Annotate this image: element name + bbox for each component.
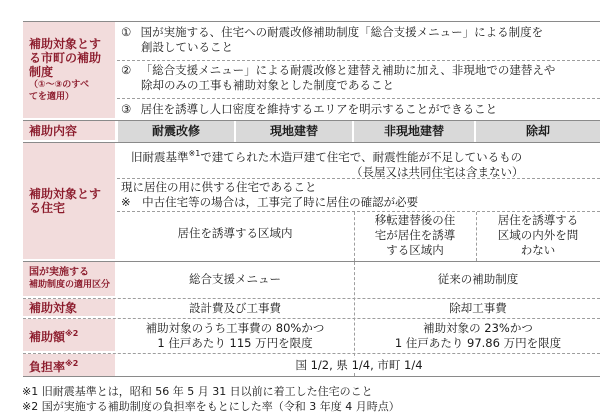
header-col-demolition: 除却 [476,121,600,142]
condition-number: ② [121,63,132,77]
house-text: 宅が居住を誘導 [374,228,456,242]
condition-text: 居住を誘導し人口密度を維持するエリアを明示することができること [140,102,498,116]
house-area-any [478,213,598,258]
header-col-offsite-rebuild: 非現地建替 [354,121,474,142]
target-house-label [23,143,115,261]
house-text: で建てられた木造戸建て住宅で、耐震性能が不足しているもの [200,149,523,164]
house-text: ※ 中古住宅等の場合は，工事完了時に居住の確認が必要 [121,195,419,209]
footnotes [22,384,600,414]
house-area-offsite [356,213,474,258]
condition-text: 除却のみの工事も補助対象とした制度であること [141,78,394,92]
condition-2 [121,63,591,93]
subsidy-amount-label [23,319,115,353]
label-line: 制度 [29,65,54,79]
house-text: する区域内 [386,243,444,257]
house-text: わない [520,243,556,257]
header-col-retrofit: 耐震改修 [118,121,234,142]
condition-text: 創設していること [141,40,233,54]
house-text: 現に居住の用に供する住宅であること [121,180,317,194]
table-bottom-border [23,376,600,377]
footnote-mark: ※2 [65,328,79,338]
divider [117,211,600,212]
footnote: ※1 旧耐震基準とは，昭和 56 年 5 月 31 日以前に着工した住宅のこと [22,385,373,398]
house-condition-1 [121,146,597,180]
label-line: 補助制度の適用区分 [29,280,111,290]
subsidy-amount-left [118,321,352,351]
condition-number: ① [121,25,132,39]
amount-text: 補助対象のうち工事費の 80%かつ [145,321,325,335]
house-text: 居住を誘導する [497,213,579,227]
condition-1 [121,25,591,55]
burden-rate-value: 国 1/2, 県 1/4, 市町 1/4 [118,358,600,373]
header-label-text: 補助内容 [29,123,78,138]
footnote: ※2 国が実施する補助制度の負担率をもとにした率（令和 3 年度 4 月時点） [22,400,400,413]
house-text: （長屋又は共同住宅は含まない） [351,164,524,179]
condition-number: ③ [121,102,132,116]
header-label [23,121,115,142]
condition-3 [121,102,591,117]
divider [117,98,600,99]
subsidy-target-label [23,299,115,318]
label-line: 補助対象とす [29,37,102,51]
amount-text: 1 住戸あたり 97.86 万円を限度 [394,336,562,350]
label-line: る市町の補助 [29,51,102,65]
label-line: 国が実施する [29,267,89,278]
amount-text: 1 住戸あたり 115 万円を限度 [157,336,313,350]
label-subline: （①～③のすべ [29,80,90,90]
scheme-comprehensive: 総合支援メニュー [189,272,281,286]
label-subline: てを適用） [29,92,75,102]
divider [117,60,600,61]
footnote-mark: ※1 [188,149,201,158]
burden-rate-label [23,354,115,376]
subsidy-amount-right [356,321,600,351]
label-line: 補助対象とす [29,187,102,201]
condition-text: 「総合支援メニュー」による耐震改修と建替え補助に加え、非現地での建替えや [140,63,556,77]
footnote-mark: ※2 [65,358,79,368]
divider [476,212,477,261]
subsidy-target-left: 設計費及び工事費 [189,301,281,315]
house-condition-2 [121,180,597,210]
divider [117,178,600,179]
condition-text: 国が実施する、住宅への耐震改修補助制度「総合支援メニュー」による制度を [140,25,544,39]
label-line: 負担率 [29,359,66,374]
house-text: 旧耐震基準 [131,149,189,164]
divider [354,212,355,261]
label-line: る住宅 [29,201,66,215]
scheme-category-label [23,262,115,298]
subsidy-target-right: 除却工事費 [449,301,507,315]
label-line: 補助額 [29,329,66,344]
amount-text: 補助対象の 23%かつ [423,321,533,335]
house-area-inside: 居住を誘導する区域内 [177,226,293,240]
header-col-onsite-rebuild: 現地建替 [236,121,352,142]
house-text: 移転建替後の住 [374,213,456,227]
label-line: 補助対象 [29,300,78,315]
house-text: 区域の内外を問 [497,228,579,242]
scheme-conventional: 従来の補助制度 [437,272,519,286]
municipal-scheme-label [23,22,115,120]
